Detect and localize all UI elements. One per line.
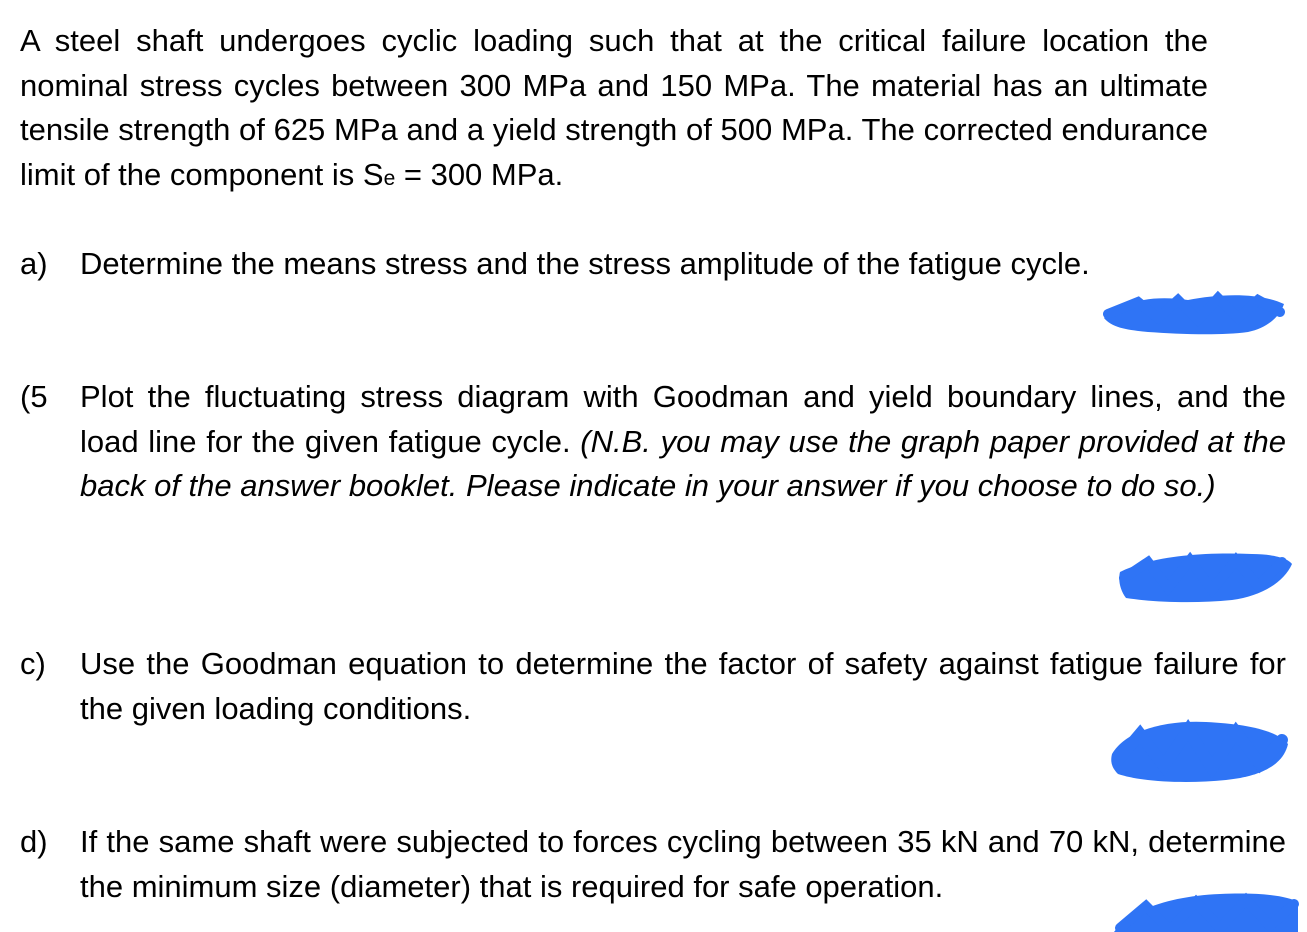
redaction-scribble-b: [1112, 548, 1296, 606]
question-d: [20, 820, 1286, 909]
question-c-text: Use the Goodman equation to determine the factor of safety against fatigue failure for the given loading conditions.: [80, 646, 1286, 726]
question-b-label: (5: [20, 379, 48, 414]
problem-statement-end: = 300 MPa.: [395, 156, 564, 192]
problem-statement: [20, 19, 1208, 201]
question-a-text: Determine the means stress and the stress amplitude of the fatigue cycle.: [80, 246, 1090, 281]
question-b-note: (N.B. you may use the graph paper provided at the back of the answer booklet. Please indicate in your answer if you choose to do so.): [80, 423, 1287, 503]
question-a: [20, 242, 1286, 287]
redaction-scribble-c: [1106, 714, 1292, 786]
question-d-text: If the same shaft were subjected to forces cycling between 35 kN and 70 kN, determine the minimum size (diameter) that is required for safe operation.: [80, 824, 1286, 904]
endurance-subscript: e: [383, 166, 396, 190]
redaction-scribble-a: [1098, 288, 1290, 340]
redaction-scribble-d: [1110, 888, 1300, 932]
question-c: [20, 642, 1286, 731]
question-d-label: d): [20, 824, 48, 859]
question-a-label: a): [20, 246, 48, 281]
question-b-text: Plot the fluctuating stress diagram with Goodman and yield boundary lines, and the load line for the given fatigue cycle.: [80, 379, 1286, 459]
question-b: [20, 375, 1286, 509]
problem-statement-text: A steel shaft undergoes cyclic loading such that at the critical failure location the nominal stress cycles between 300 MPa and 150 MPa. The material has an ultimate tensile strength of 625 MPa and a yield strength of 500 MPa. The corrected endurance limit of the component is S: [20, 23, 1208, 192]
question-c-label: c): [20, 646, 46, 681]
